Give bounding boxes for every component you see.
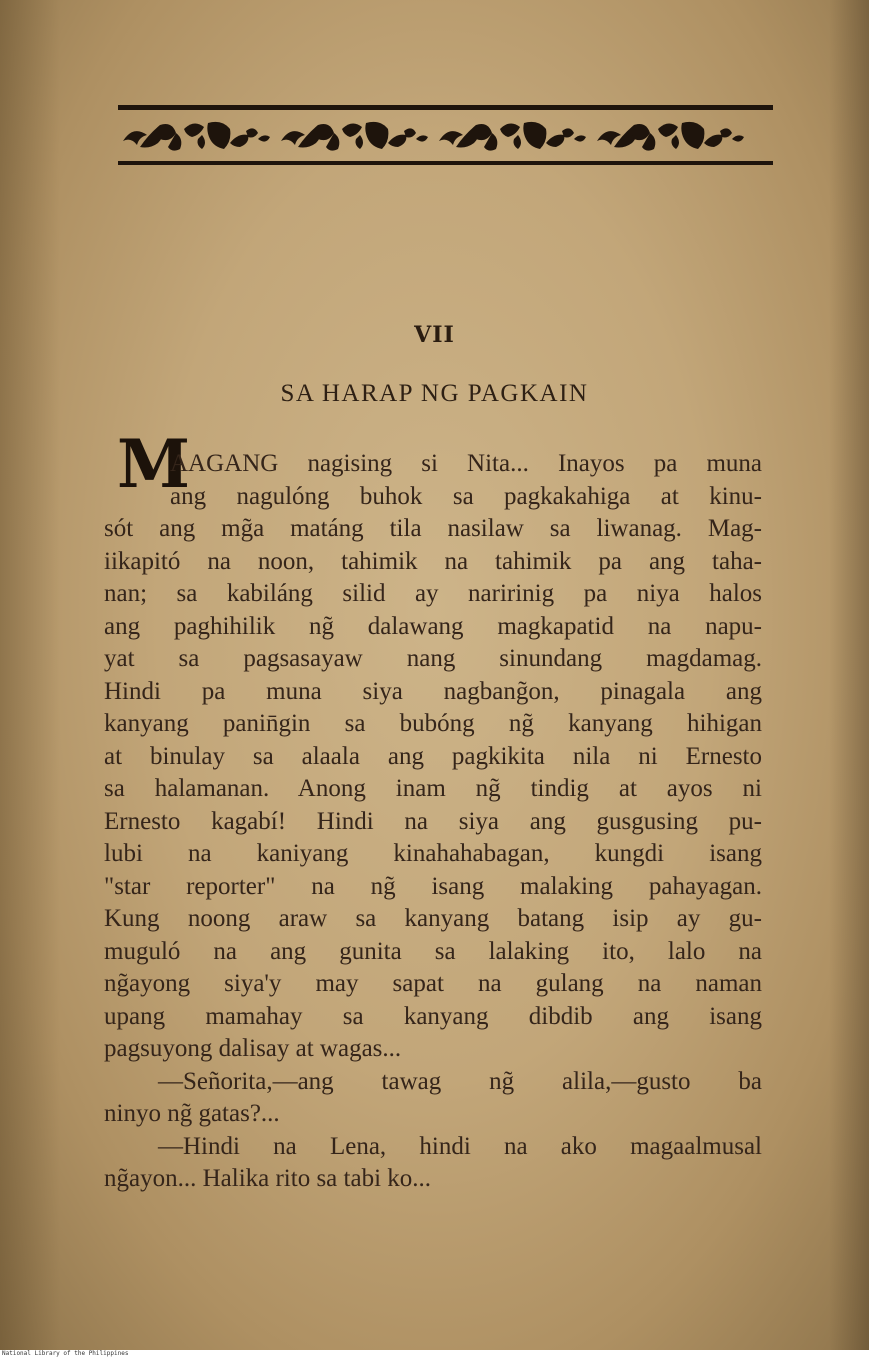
text-line: —Hindi na Lena, hindi na ako magaalmusal xyxy=(158,1132,762,1160)
text-line: ang nagulóng buhok sa pagkakahiga at kinu- xyxy=(170,482,762,510)
chapter-title: SA HARAP NG PAGKAIN xyxy=(280,380,589,407)
text-line: sót ang mg̃a matáng tila nasilaw sa liwanag. Mag- xyxy=(104,515,762,542)
text-line: sa halamanan. Anong inam ng̃ tindig at ayos ni xyxy=(104,775,762,802)
footer-credit: National Library of the Philippines xyxy=(2,1350,129,1357)
text-line: "star reporter" na ng̃ isang malaking pahayagan. xyxy=(104,872,762,900)
page-shadow-right xyxy=(829,0,869,1350)
text-line: upang mamahay sa kanyang dibdib ang isang xyxy=(104,1002,762,1030)
text-line: lubi na kaniyang kinahahabagan, kungdi isang xyxy=(104,840,762,867)
text-line: Kung noong araw sa kanyang batang isip ay gu- xyxy=(104,905,762,932)
text-line: AAGANG nagising si Nita... Inayos pa muna xyxy=(170,450,762,477)
page-shadow-left xyxy=(0,0,60,1350)
text-line: iikapitó na noon, tahimik na tahimik pa ang taha- xyxy=(104,547,762,575)
text-line: kanyang panin̄gin sa bubóng ng̃ kanyang hihigan xyxy=(104,710,762,737)
text-line: pagsuyong dalisay at wagas... xyxy=(104,1035,402,1062)
text-line: Hindi pa muna siya nagbang̃on, pinagala ang xyxy=(104,677,762,705)
text-line: ang paghihilik ng̃ dalawang magkapatid na napu- xyxy=(104,612,762,640)
text-line: yat sa pagsasayaw nang sinundang magdamag. xyxy=(104,645,762,672)
text-line: ng̃ayong siya'y may sapat na gulang na naman xyxy=(104,970,762,997)
ornamental-header-border xyxy=(118,103,773,173)
text-line: ng̃ayon... Halika rito sa tabi ko... xyxy=(104,1165,432,1192)
footer-credit-bar xyxy=(0,1350,869,1358)
drop-cap-letter: M xyxy=(117,425,191,503)
text-line: —Señorita,—ang tawag ng̃ alila,—gusto ba xyxy=(158,1067,762,1095)
text-line: muguló na ang gunita sa lalaking ito, lalo na xyxy=(104,937,762,965)
text-line: Ernesto kagabí! Hindi na siya ang gusgusing pu- xyxy=(104,807,762,835)
chapter-body-text xyxy=(104,448,762,1196)
floral-vine-pattern xyxy=(123,122,744,151)
chapter-number: VII xyxy=(414,322,455,348)
text-line: ninyo ng̃ gatas?... xyxy=(104,1100,280,1127)
text-line: nan; sa kabiláng silid ay naririnig pa niya halos xyxy=(104,580,762,607)
text-line: at binulay sa alaala ang pagkikita nila ni Ernesto xyxy=(104,742,762,770)
